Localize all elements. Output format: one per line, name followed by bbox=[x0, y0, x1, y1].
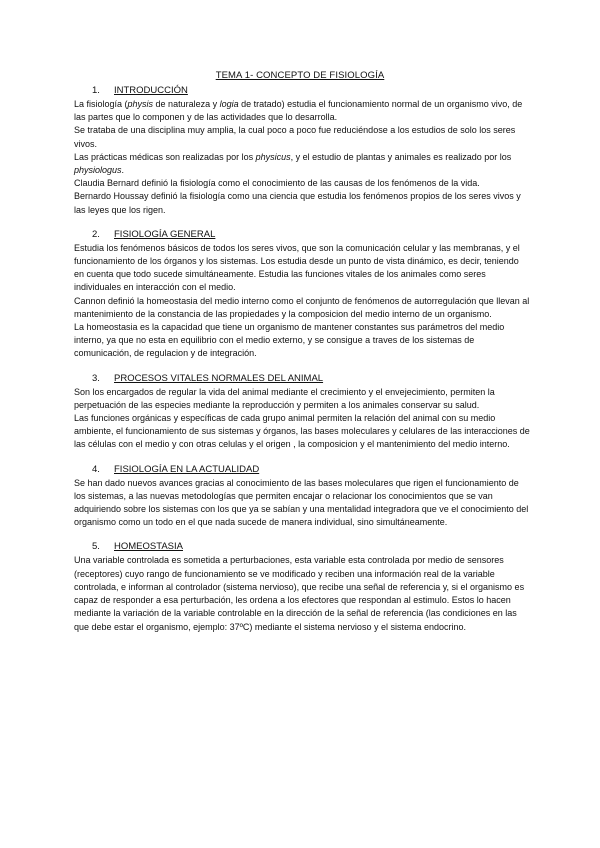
section-fisiologia-actualidad bbox=[74, 463, 530, 530]
section-title: FISIOLOGÍA GENERAL bbox=[114, 228, 216, 240]
section-title: PROCESOS VITALES NORMALES DEL ANIMAL bbox=[114, 372, 324, 384]
section-procesos-vitales bbox=[74, 372, 530, 452]
section-heading bbox=[92, 540, 530, 554]
text-run: de naturaleza y bbox=[153, 99, 220, 109]
section-number: 1. bbox=[92, 85, 100, 96]
section-homeostasia bbox=[74, 540, 530, 633]
text-run: Las prácticas médicas son realizadas por los bbox=[74, 151, 256, 162]
section-title: HOMEOSTASIA bbox=[114, 541, 183, 553]
italic-term: logia bbox=[219, 99, 239, 109]
document-title: TEMA 1- CONCEPTO DE FISIOLOGÍA bbox=[215, 70, 385, 81]
section-number: 3. bbox=[92, 372, 100, 384]
paragraph: Cannon definió la homeostasia del medio interno como el conjunto de fenómenos de autorregulación que llevan al mantenimiento de la constancia de las propiedades y la composicion del medio interno de un organismo. bbox=[74, 295, 530, 319]
italic-term: physicus bbox=[255, 151, 291, 162]
section-introduccion bbox=[74, 84, 530, 217]
italic-term: physis bbox=[127, 99, 154, 109]
text-run: , y el estudio de plantas y animales es realizado por los bbox=[290, 151, 512, 162]
section-heading bbox=[92, 463, 530, 477]
paragraph: Se han dado nuevos avances gracias al conocimiento de las bases moleculares que rigen el funcionamiento de los sistemas, a las nuevas metodologías que permiten encajar o relacionar los conocimientos que se van adquiriendo sobre los sistemas con los que ya se sabían y una mentalidad integradora que ve el conocimiento del organismo como un todo en el que nada sucede de manera individual, sino simultáneamente. bbox=[74, 477, 529, 528]
document-body bbox=[74, 84, 530, 645]
section-number: 5. bbox=[92, 541, 100, 553]
text-run: . bbox=[121, 165, 125, 176]
paragraph: Las funciones orgánicas y específicas de cada grupo animal permiten la relación del animal con su medio ambiente, el funcionamiento de sus sistemas y órganos, las bases moleculares y celulares de las interacciones de las células con el medio y con otras celulas y el origen , la composicion y el mantenimiento del medio interno. bbox=[74, 413, 530, 450]
section-title: FISIOLOGÍA EN LA ACTUALIDAD bbox=[114, 463, 260, 475]
paragraph: Se trataba de una disciplina muy amplia, la cual poco a poco fue reduciéndose a los estudios de solo los seres vivos. bbox=[74, 125, 516, 149]
text-run: La fisiología ( bbox=[74, 99, 128, 109]
section-heading bbox=[92, 372, 530, 386]
paragraph: Bernardo Houssay definió la fisiología como una ciencia que estudia los fenómenos propios de los seres vivos y las leyes que los rigen. bbox=[74, 191, 521, 215]
section-number: 4. bbox=[92, 463, 100, 475]
section-heading bbox=[92, 228, 530, 242]
section-number: 2. bbox=[92, 228, 100, 240]
section-title: INTRODUCCIÓN bbox=[114, 85, 188, 96]
text-run: de tratado) estudia el funcionamiento normal de un organismo vivo, de las partes que lo componen y de las actividades que lo desarrolla. bbox=[74, 99, 523, 123]
paragraph: La homeostasia es la capacidad que tiene un organismo de mantener constantes sus parámetros del medio interno, ya que no esta en equilibrio con el medio externo, y se consigue a traves de los sistemas de comunicación, de regulacion y de integración. bbox=[74, 322, 505, 359]
paragraph: Son los encargados de regular la vida del animal mediante el crecimiento y el envejecimiento, permiten la perpetuación de las especies mediante la reproducción y permiten a los animales conservar su salud. bbox=[74, 386, 495, 410]
paragraph bbox=[74, 151, 530, 177]
paragraph bbox=[74, 98, 530, 124]
paragraph: Una variable controlada es sometida a perturbaciones, esta variable esta controlada por medio de sensores (receptores) cuyo rango de funcionamiento se ve modificado y reciben una información real de la variable controlada, e informan al controlador (sistema nervioso), que recibe una señal de referencia y, si el organismo es capaz de responder a esa perturbación, les ordena a los efectores que respondan al estimulo. Estos lo hacen mediante la variación de la variable controlable en la dirección de la señal de referencia (las condiciones en las que debe estar el organismo, ejemplo: 37ºC) mediante el sistema nervioso y el sistema endocrino. bbox=[74, 555, 525, 632]
section-heading bbox=[92, 84, 530, 98]
section-fisiologia-general bbox=[74, 228, 530, 361]
paragraph: Estudia los fenómenos básicos de todos los seres vivos, que son la comunicación celular y las membranas, y el funcionamiento de los órganos y los sistemas. Los estudia desde un punto de vista dinámico, es decir, teniendo en cuenta que todo sucede simultáneamente. Estudia las funciones vitales de los animales como seres individuales en interacción con el medio. bbox=[74, 242, 520, 293]
italic-term: physiologus bbox=[74, 165, 122, 176]
paragraph: Claudia Bernard definió la fisiología como el conocimiento de las causas de los fenómenos de la vida. bbox=[74, 178, 480, 189]
